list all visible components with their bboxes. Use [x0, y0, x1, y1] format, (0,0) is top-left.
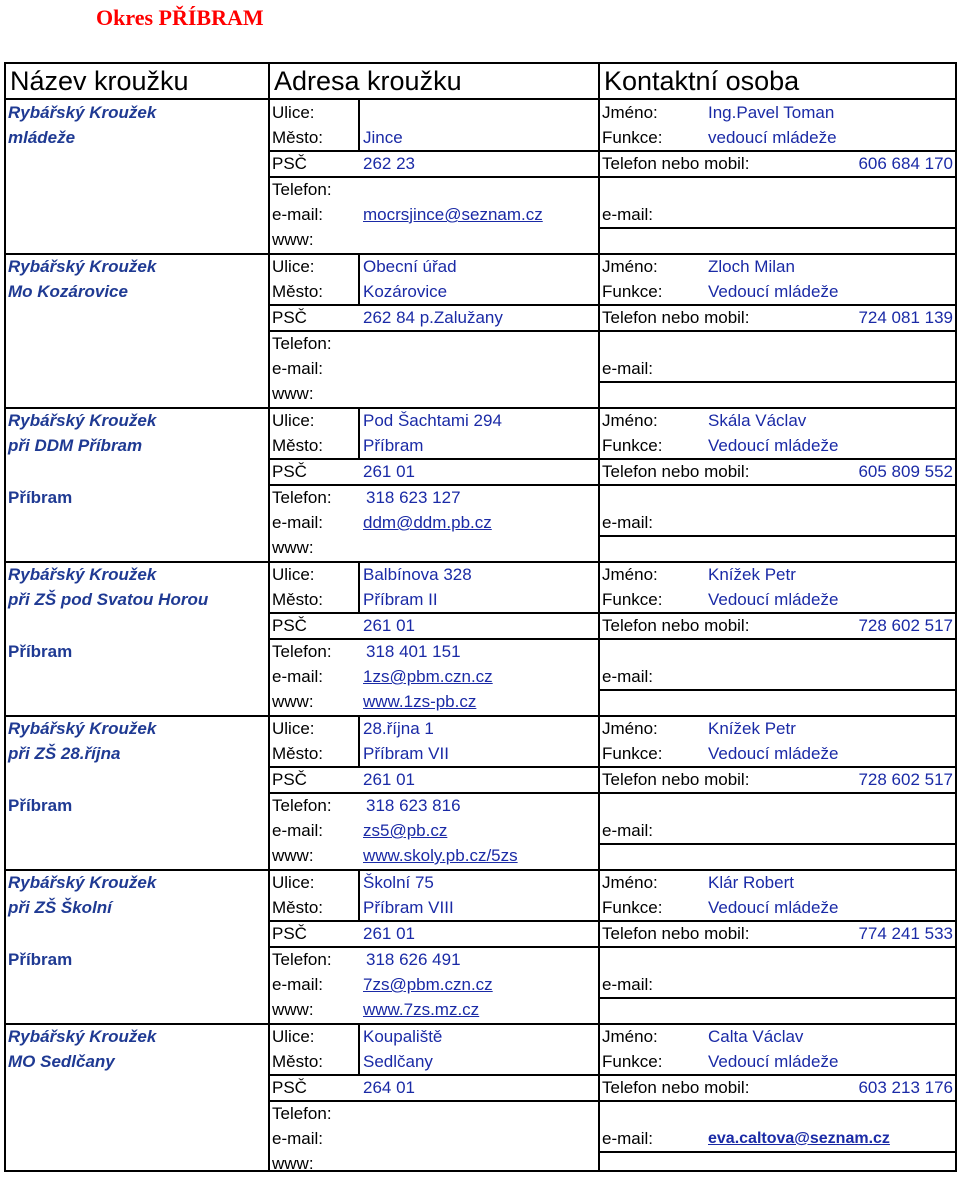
phone-label: Telefon: [272, 334, 332, 353]
email-label: e-mail: [272, 1129, 324, 1148]
person-name-label: Jméno: [602, 1027, 658, 1046]
phone-label: Telefon: [272, 180, 332, 199]
city-value: Příbram VII [363, 744, 449, 763]
club-entry [6, 716, 955, 870]
row-divider [268, 1100, 955, 1102]
club-entry [6, 100, 955, 254]
person-function-label: Funkce: [602, 590, 663, 609]
person-email-label: e-mail: [602, 667, 654, 686]
person-name-value: Knížek Petr [708, 565, 796, 584]
www-link[interactable]: www.1zs-pb.cz [363, 692, 477, 711]
person-function-value: Vedoucí mládeže [708, 1052, 839, 1071]
psc-value: 262 23 [363, 154, 415, 173]
club-name-line2: mládeže [8, 128, 76, 147]
cell-divider [358, 716, 360, 767]
person-name-value: Klár Robert [708, 873, 794, 892]
city-label: Město: [272, 128, 324, 147]
club-name-line2: při ZŠ Školní [8, 898, 112, 917]
person-function-value: Vedoucí mládeže [708, 436, 839, 455]
row-divider [598, 689, 955, 691]
email-label: e-mail: [272, 821, 324, 840]
www-label: www: [272, 1000, 314, 1019]
cell-divider [358, 408, 360, 459]
person-email-link[interactable]: eva.caltova@seznam.cz [708, 1130, 890, 1147]
mobile-value: 728 602 517 [858, 770, 953, 789]
mobile-value: 605 809 552 [858, 462, 953, 481]
person-name-value: Calta Václav [708, 1027, 804, 1046]
person-email-label: e-mail: [602, 975, 654, 994]
row-divider [268, 1074, 955, 1076]
email-label: e-mail: [272, 513, 324, 532]
club-entry [6, 408, 955, 562]
person-function-value: Vedoucí mládeže [708, 590, 839, 609]
person-function-label: Funkce: [602, 744, 663, 763]
person-function-value: Vedoucí mládeže [708, 898, 839, 917]
phone-value: 318 623 127 [366, 488, 461, 507]
city-value: Příbram [363, 436, 424, 455]
www-label: www: [272, 846, 314, 865]
phone-label: Telefon: [272, 488, 332, 507]
clubs-table [4, 62, 957, 1172]
www-label: www: [272, 692, 314, 711]
club-name-line1: Rybářský Kroužek [8, 565, 157, 584]
row-divider [598, 381, 955, 383]
header-contact: Kontaktní osoba [604, 66, 800, 96]
row-divider [268, 176, 955, 178]
club-name-line1: Rybářský Kroužek [8, 257, 157, 276]
mobile-label: Telefon nebo mobil: [602, 770, 750, 789]
club-town: Příbram [8, 796, 73, 815]
person-name-label: Jméno: [602, 873, 658, 892]
phone-value: 318 626 491 [366, 950, 461, 969]
club-name-line2: MO Sedlčany [8, 1052, 115, 1071]
street-label: Ulice: [272, 411, 315, 430]
mobile-label: Telefon nebo mobil: [602, 154, 750, 173]
email-link[interactable]: 1zs@pbm.czn.cz [363, 667, 493, 686]
club-town: Příbram [8, 488, 73, 507]
row-divider [268, 766, 955, 768]
club-entry [6, 562, 955, 716]
mobile-value: 603 213 176 [858, 1078, 953, 1097]
psc-label: PSČ [272, 308, 307, 327]
city-value: Sedlčany [363, 1052, 433, 1071]
mobile-value: 728 602 517 [858, 616, 953, 635]
row-divider [268, 612, 955, 614]
club-entry [6, 254, 955, 408]
club-name-line1: Rybářský Kroužek [8, 873, 157, 892]
city-label: Město: [272, 436, 324, 455]
person-email-label: e-mail: [602, 821, 654, 840]
header-address: Adresa kroužku [274, 66, 462, 96]
header-name: Název kroužku [10, 66, 189, 96]
person-name-label: Jméno: [602, 565, 658, 584]
psc-value: 264 01 [363, 1078, 415, 1097]
www-label: www: [272, 538, 314, 557]
club-town: Příbram [8, 642, 73, 661]
club-name-line1: Rybářský Kroužek [8, 719, 157, 738]
www-label: www: [272, 384, 314, 403]
phone-label: Telefon: [272, 1104, 332, 1123]
street-value: Koupaliště [363, 1027, 443, 1046]
mobile-value: 606 684 170 [858, 154, 953, 173]
city-label: Město: [272, 898, 324, 917]
mobile-label: Telefon nebo mobil: [602, 924, 750, 943]
www-link[interactable]: www.skoly.pb.cz/5zs [363, 846, 518, 865]
psc-label: PSČ [272, 462, 307, 481]
person-email-label: e-mail: [602, 513, 654, 532]
street-label: Ulice: [272, 565, 315, 584]
psc-label: PSČ [272, 924, 307, 943]
street-value: Pod Šachtami 294 [363, 411, 502, 430]
club-name-line1: Rybářský Kroužek [8, 1027, 157, 1046]
club-name-line2: Mo Kozárovice [8, 282, 128, 301]
www-label: www: [272, 230, 314, 249]
street-label: Ulice: [272, 873, 315, 892]
club-name-line2: při ZŠ 28.října [8, 744, 121, 763]
row-divider [268, 792, 955, 794]
club-entry [6, 870, 955, 1024]
www-link[interactable]: www.7zs.mz.cz [363, 1000, 480, 1019]
city-label: Město: [272, 744, 324, 763]
person-name-label: Jméno: [602, 257, 658, 276]
www-label: www: [272, 1154, 314, 1173]
psc-value: 262 84 p.Zalužany [363, 308, 503, 327]
person-name-value: Skála Václav [708, 411, 807, 430]
city-label: Město: [272, 1052, 324, 1071]
phone-label: Telefon: [272, 642, 332, 661]
city-value: Příbram VIII [363, 898, 454, 917]
street-label: Ulice: [272, 257, 315, 276]
row-divider [268, 150, 955, 152]
mobile-label: Telefon nebo mobil: [602, 1078, 750, 1097]
row-divider [598, 843, 955, 845]
city-label: Město: [272, 590, 324, 609]
cell-divider [358, 254, 360, 305]
row-divider [598, 535, 955, 537]
person-function-value: Vedoucí mládeže [708, 744, 839, 763]
row-divider [268, 330, 955, 332]
club-name-line2: při ZŠ pod Svatou Horou [8, 590, 209, 609]
email-link[interactable]: 7zs@pbm.czn.cz [363, 975, 493, 994]
email-label: e-mail: [272, 667, 324, 686]
person-function-label: Funkce: [602, 282, 663, 301]
phone-value: 318 623 816 [366, 796, 461, 815]
psc-label: PSČ [272, 770, 307, 789]
email-link[interactable]: ddm@ddm.pb.cz [363, 513, 492, 532]
cell-divider [358, 562, 360, 613]
mobile-label: Telefon nebo mobil: [602, 462, 750, 481]
row-divider [268, 920, 955, 922]
club-town: Příbram [8, 950, 73, 969]
person-email-label: e-mail: [602, 205, 654, 224]
row-divider [268, 304, 955, 306]
mobile-value: 724 081 139 [858, 308, 953, 327]
email-label: e-mail: [272, 205, 324, 224]
club-name-line2: při DDM Příbram [8, 436, 143, 455]
row-divider [268, 458, 955, 460]
cell-divider [358, 1024, 360, 1075]
street-value: Obecní úřad [363, 257, 457, 276]
street-label: Ulice: [272, 1027, 315, 1046]
phone-label: Telefon: [272, 796, 332, 815]
row-divider [268, 638, 955, 640]
mobile-value: 774 241 533 [858, 924, 953, 943]
row-divider [598, 997, 955, 999]
person-name-label: Jméno: [602, 411, 658, 430]
person-name-value: Ing.Pavel Toman [708, 103, 835, 122]
psc-label: PSČ [272, 616, 307, 635]
mobile-label: Telefon nebo mobil: [602, 616, 750, 635]
street-label: Ulice: [272, 103, 315, 122]
person-function-label: Funkce: [602, 436, 663, 455]
person-function-label: Funkce: [602, 128, 663, 147]
psc-label: PSČ [272, 154, 307, 173]
row-divider [598, 1151, 955, 1153]
row-divider [268, 484, 955, 486]
person-email-label: e-mail: [602, 1129, 654, 1148]
club-name-line1: Rybářský Kroužek [8, 103, 157, 122]
person-function-label: Funkce: [602, 898, 663, 917]
person-name-value: Knížek Petr [708, 719, 796, 738]
city-value: Příbram II [363, 590, 438, 609]
street-value: 28.října 1 [363, 719, 434, 738]
club-name-line1: Rybářský Kroužek [8, 411, 157, 430]
person-function-value: vedoucí mládeže [708, 128, 837, 147]
psc-label: PSČ [272, 1078, 307, 1097]
page-title: Okres PŘÍBRAM [96, 5, 264, 30]
psc-value: 261 01 [363, 616, 415, 635]
person-email-label: e-mail: [602, 359, 654, 378]
cell-divider [358, 100, 360, 151]
street-value: Školní 75 [363, 873, 434, 892]
row-divider [268, 946, 955, 948]
person-name-label: Jméno: [602, 103, 658, 122]
mobile-label: Telefon nebo mobil: [602, 308, 750, 327]
person-function-label: Funkce: [602, 1052, 663, 1071]
city-value: Kozárovice [363, 282, 448, 301]
person-name-value: Zloch Milan [708, 257, 795, 276]
psc-value: 261 01 [363, 770, 415, 789]
row-divider [598, 227, 955, 229]
city-value: Jince [363, 128, 403, 147]
email-link[interactable]: zs5@pb.cz [363, 821, 448, 840]
psc-value: 261 01 [363, 462, 415, 481]
street-value: Balbínova 328 [363, 565, 472, 584]
phone-label: Telefon: [272, 950, 332, 969]
club-entry [6, 1024, 955, 1178]
street-label: Ulice: [272, 719, 315, 738]
email-label: e-mail: [272, 359, 324, 378]
city-label: Město: [272, 282, 324, 301]
cell-divider [358, 870, 360, 921]
phone-value: 318 401 151 [366, 642, 461, 661]
person-function-value: Vedoucí mládeže [708, 282, 839, 301]
psc-value: 261 01 [363, 924, 415, 943]
person-name-label: Jméno: [602, 719, 658, 738]
email-link[interactable]: mocrsjince@seznam.cz [363, 205, 543, 224]
email-label: e-mail: [272, 975, 324, 994]
